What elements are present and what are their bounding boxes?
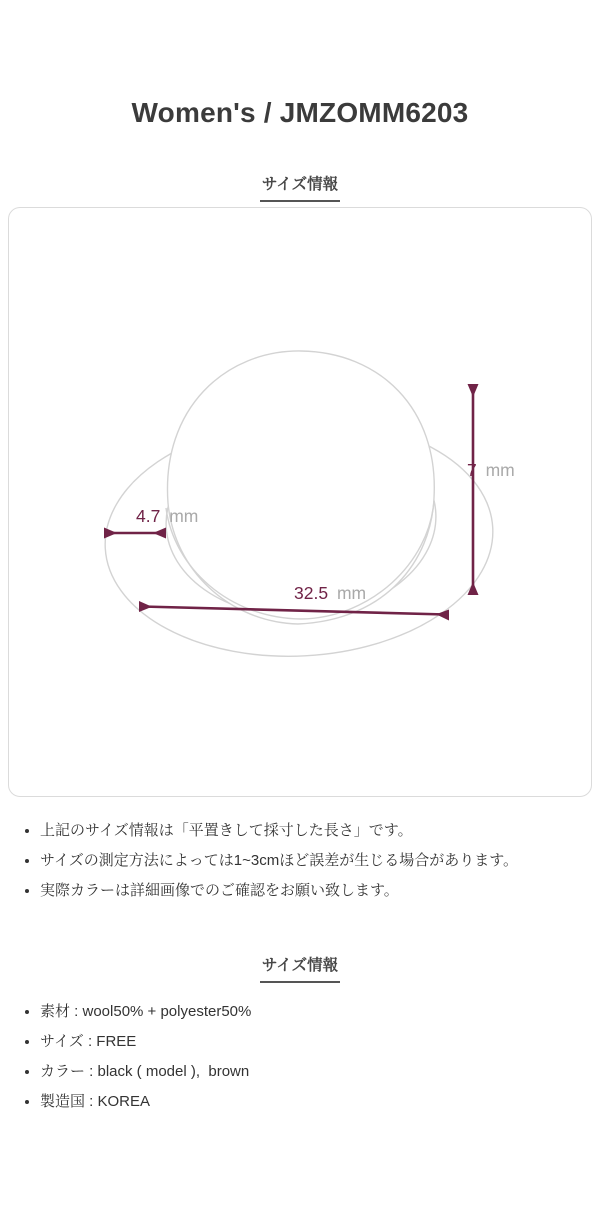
- dimension-brim-unit: mm: [169, 506, 199, 526]
- dimension-brim-arrow-left: [104, 528, 117, 539]
- list-item: サイズ : FREE: [20, 1027, 600, 1057]
- page-title: Women's / JMZOMM6203: [131, 97, 469, 128]
- size-notes-list: [0, 816, 600, 906]
- size-info-heading-wrap: [0, 172, 600, 202]
- hat-size-diagram: [9, 208, 592, 797]
- dimension-height: [467, 384, 515, 595]
- list-item: サイズの測定方法によっては1~3cmほど誤差が生じる場合があります。: [20, 846, 600, 876]
- dimension-brim-value: 4.7: [136, 506, 161, 526]
- list-item: 製造国 : KOREA: [20, 1087, 600, 1117]
- list-item: 素材 : wool50% + polyester50%: [20, 997, 600, 1027]
- dimension-width-arrow-right: [436, 610, 449, 621]
- list-item: カラー : black ( model ), brown: [20, 1057, 600, 1087]
- details-heading-wrap: [0, 953, 600, 983]
- details-heading: サイズ情報: [260, 953, 340, 983]
- product-details-list: [0, 997, 600, 1117]
- dimension-width-arrow-left: [139, 601, 152, 612]
- dimension-height-unit: mm: [485, 460, 515, 480]
- list-item: 実際カラーは詳細画像でのご確認をお願い致します。: [20, 876, 600, 906]
- dimension-height-label: [467, 460, 515, 480]
- size-diagram-card: [8, 207, 592, 797]
- dimension-width-unit: mm: [336, 583, 367, 603]
- size-info-heading: サイズ情報: [260, 172, 340, 202]
- dimension-height-value: 7: [467, 460, 477, 480]
- dimension-brim-arrow-right: [153, 528, 166, 539]
- dimension-width-label: [294, 583, 366, 603]
- dimension-width-value: 32.5: [294, 583, 329, 603]
- list-item: 上記のサイズ情報は「平置きして採寸した長さ」です。: [20, 816, 600, 846]
- dimension-height-arrow-top: [468, 384, 479, 397]
